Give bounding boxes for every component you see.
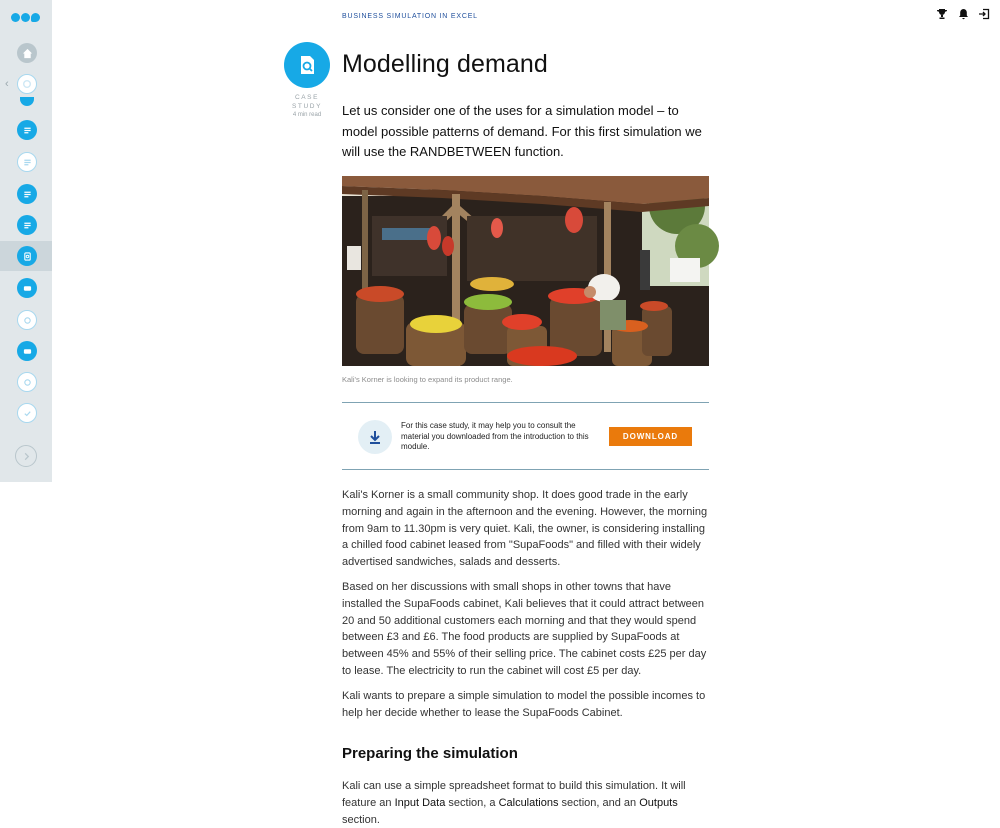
bell-icon[interactable] <box>957 8 969 20</box>
sidebar-item-partial[interactable] <box>20 97 34 106</box>
read-time: 4 min read <box>292 112 322 118</box>
body-paragraph-4 <box>342 778 710 828</box>
sidebar-item-lesson-4[interactable] <box>17 215 37 235</box>
chevron-left-icon[interactable]: ‹ <box>5 78 9 90</box>
download-callout-text: For this case study, it may help you to consult the material you downloaded from the introduction to this module. <box>401 421 589 451</box>
sidebar-item-lesson-3[interactable] <box>17 184 37 204</box>
check-icon <box>23 409 32 418</box>
text-lines-icon <box>23 126 32 135</box>
sidebar-item-video-2[interactable] <box>17 341 37 361</box>
image-caption: Kali's Korner is looking to expand its product range. <box>342 375 513 384</box>
header-actions <box>936 8 990 20</box>
paragraph-text: section, a <box>445 796 499 809</box>
sidebar-item-quiz-2[interactable] <box>17 372 37 392</box>
page-title: Modelling demand <box>342 50 548 78</box>
sidebar-item-case-study[interactable] <box>17 246 37 266</box>
download-icon <box>358 420 392 454</box>
paragraph-text: section. <box>342 813 380 826</box>
section-heading: Preparing the simulation <box>342 745 518 762</box>
text-lines-icon <box>23 221 32 230</box>
sidebar-item-lesson-1[interactable] <box>17 120 37 140</box>
sidebar-item-quiz-1[interactable] <box>17 310 37 330</box>
text-lines-icon <box>23 190 32 199</box>
body-paragraph-3: Kali wants to prepare a simple simulation to model the possible incomes to help her decide whether to lease the SupaFoods Cabinet. <box>342 690 706 719</box>
trophy-icon[interactable] <box>936 8 948 20</box>
lead-paragraph: Let us consider one of the uses for a simulation model – to model possible patterns of demand. For this first simulation we will use the RANDBETWEEN function. <box>342 103 702 159</box>
video-icon <box>23 347 32 356</box>
sidebar-item-video-1[interactable] <box>17 278 37 298</box>
term-calculations: Calculations <box>498 796 559 809</box>
body-paragraph-1: Kali's Korner is a small community shop. It does good trade in the early morning and again in the afternoon and the evening. However, the morning from 9am to 11.30pm is very quiet. Kali, the owner, is considering installing a chilled food cabinet leased from "SupaFoods" and filled with their widely advertised sandwiches, salads and desserts. <box>342 489 708 569</box>
content-type-label: CASE STUDY <box>291 94 323 110</box>
course-kicker[interactable]: BUSINESS SIMULATION IN EXCEL <box>342 13 478 20</box>
next-button[interactable] <box>15 445 37 467</box>
quiz-icon <box>23 316 32 325</box>
video-icon <box>23 284 32 293</box>
home-icon <box>22 48 33 59</box>
logout-icon[interactable] <box>978 8 990 20</box>
paragraph-text: section, and an <box>558 796 640 809</box>
quiz-icon <box>23 378 32 387</box>
term-input-data: Input Data <box>394 796 446 809</box>
sidebar-item-lesson-2[interactable] <box>17 152 37 172</box>
body-paragraph-2: Based on her discussions with small shops in other towns that have installed the SupaFoods cabinet, Kali believes that it could attract between 20 and 50 additional customers each morning and that they would spend between £3 and £6. The food products are supplied by SupaFoods at between 45% and 55% of their selling price. The cabinet costs £25 per day to lease. The electricity to run the cabinet will cost £5 per day. <box>342 581 707 677</box>
chevron-right-icon <box>22 452 31 461</box>
paragraph-text: Kali can use a simple spreadsheet format to build this simulation. It will feature an <box>342 780 686 809</box>
document-search-icon <box>296 54 318 76</box>
sidebar-item-current[interactable] <box>17 74 37 94</box>
home-button[interactable] <box>17 43 37 63</box>
term-outputs: Outputs <box>639 796 678 809</box>
brand-logo[interactable] <box>11 13 40 22</box>
document-search-icon <box>23 252 32 261</box>
download-callout <box>342 402 709 470</box>
sidebar <box>0 0 52 482</box>
case-study-badge <box>284 42 330 88</box>
sidebar-item-complete[interactable] <box>17 403 37 423</box>
hero-image-farm-stand <box>342 176 709 366</box>
download-button[interactable]: DOWNLOAD <box>609 427 692 446</box>
progress-ring-icon <box>22 79 32 89</box>
text-lines-icon <box>23 158 32 167</box>
